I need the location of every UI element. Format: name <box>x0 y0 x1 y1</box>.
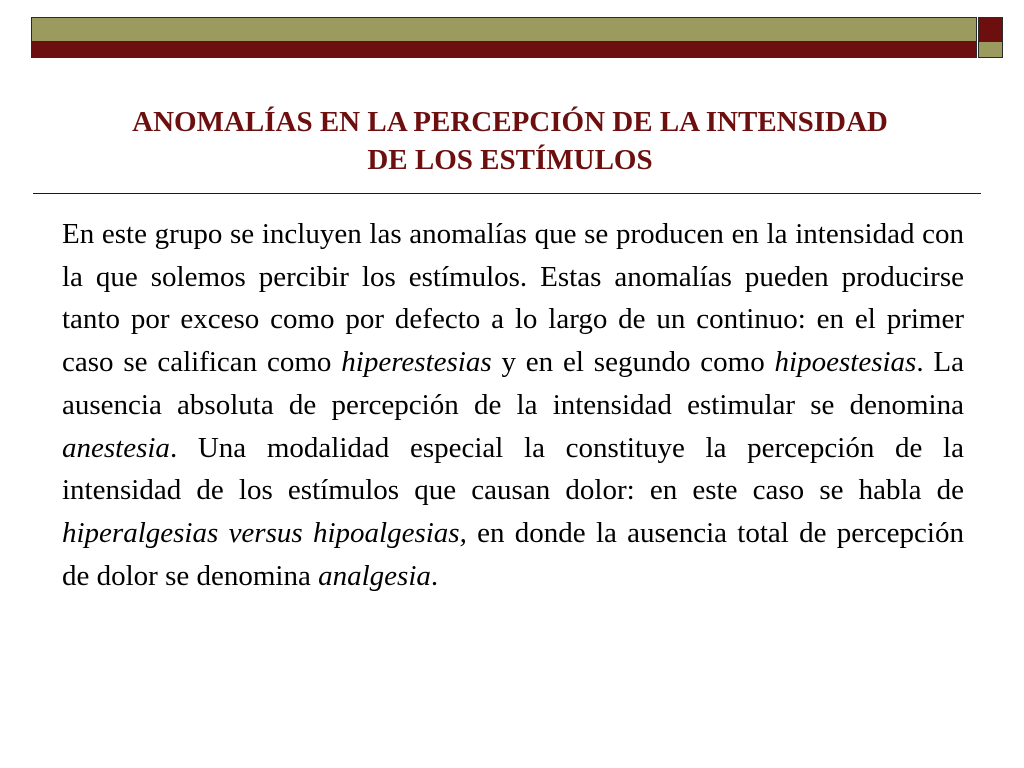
term-anestesia: anestesia <box>62 431 170 464</box>
header-bar-olive <box>31 17 977 42</box>
term-analgesia: analgesia <box>318 559 431 592</box>
body-text-segment: y en el segundo como <box>491 346 775 379</box>
slide-title <box>40 103 980 179</box>
term-hiperestesias: hiperestesias <box>341 346 492 379</box>
slide-title-line1: ANOMALÍAS EN LA PERCEPCIÓN DE LA INTENSIDAD <box>132 106 888 138</box>
body-text-segment: . <box>430 559 439 592</box>
term-hiperalgesias-hipoalgesias: hiperalgesias versus hipoalgesias, <box>62 516 467 549</box>
slide-title-line2: DE LOS ESTÍMULOS <box>367 144 653 176</box>
body-paragraph <box>62 213 964 597</box>
title-divider <box>33 193 981 194</box>
body-text-segment: . Una modalidad especial la constituye la percepción de la intensidad de los estímulos que causan dolor: en este caso se habla de <box>62 431 964 507</box>
body-text-segment: En este grupo se incluyen las anomalías que se producen en la intensidad con la que solemos percibir los estímulos. Estas anomalías pueden producirse tanto por exceso como por defecto a lo largo de un continuo: en el primer caso se califican como <box>62 218 964 379</box>
header-square-olive <box>978 42 1003 58</box>
body-text-segment: en donde la ausencia total de percepción de dolor se denomina <box>62 516 964 592</box>
term-hipoestesias: hipoestesias <box>774 346 917 379</box>
header-square-maroon <box>978 17 1003 42</box>
header-bar-maroon <box>31 42 977 58</box>
body-text-segment: . La ausencia absoluta de percepción de la intensidad estimular se denomina <box>62 346 964 421</box>
